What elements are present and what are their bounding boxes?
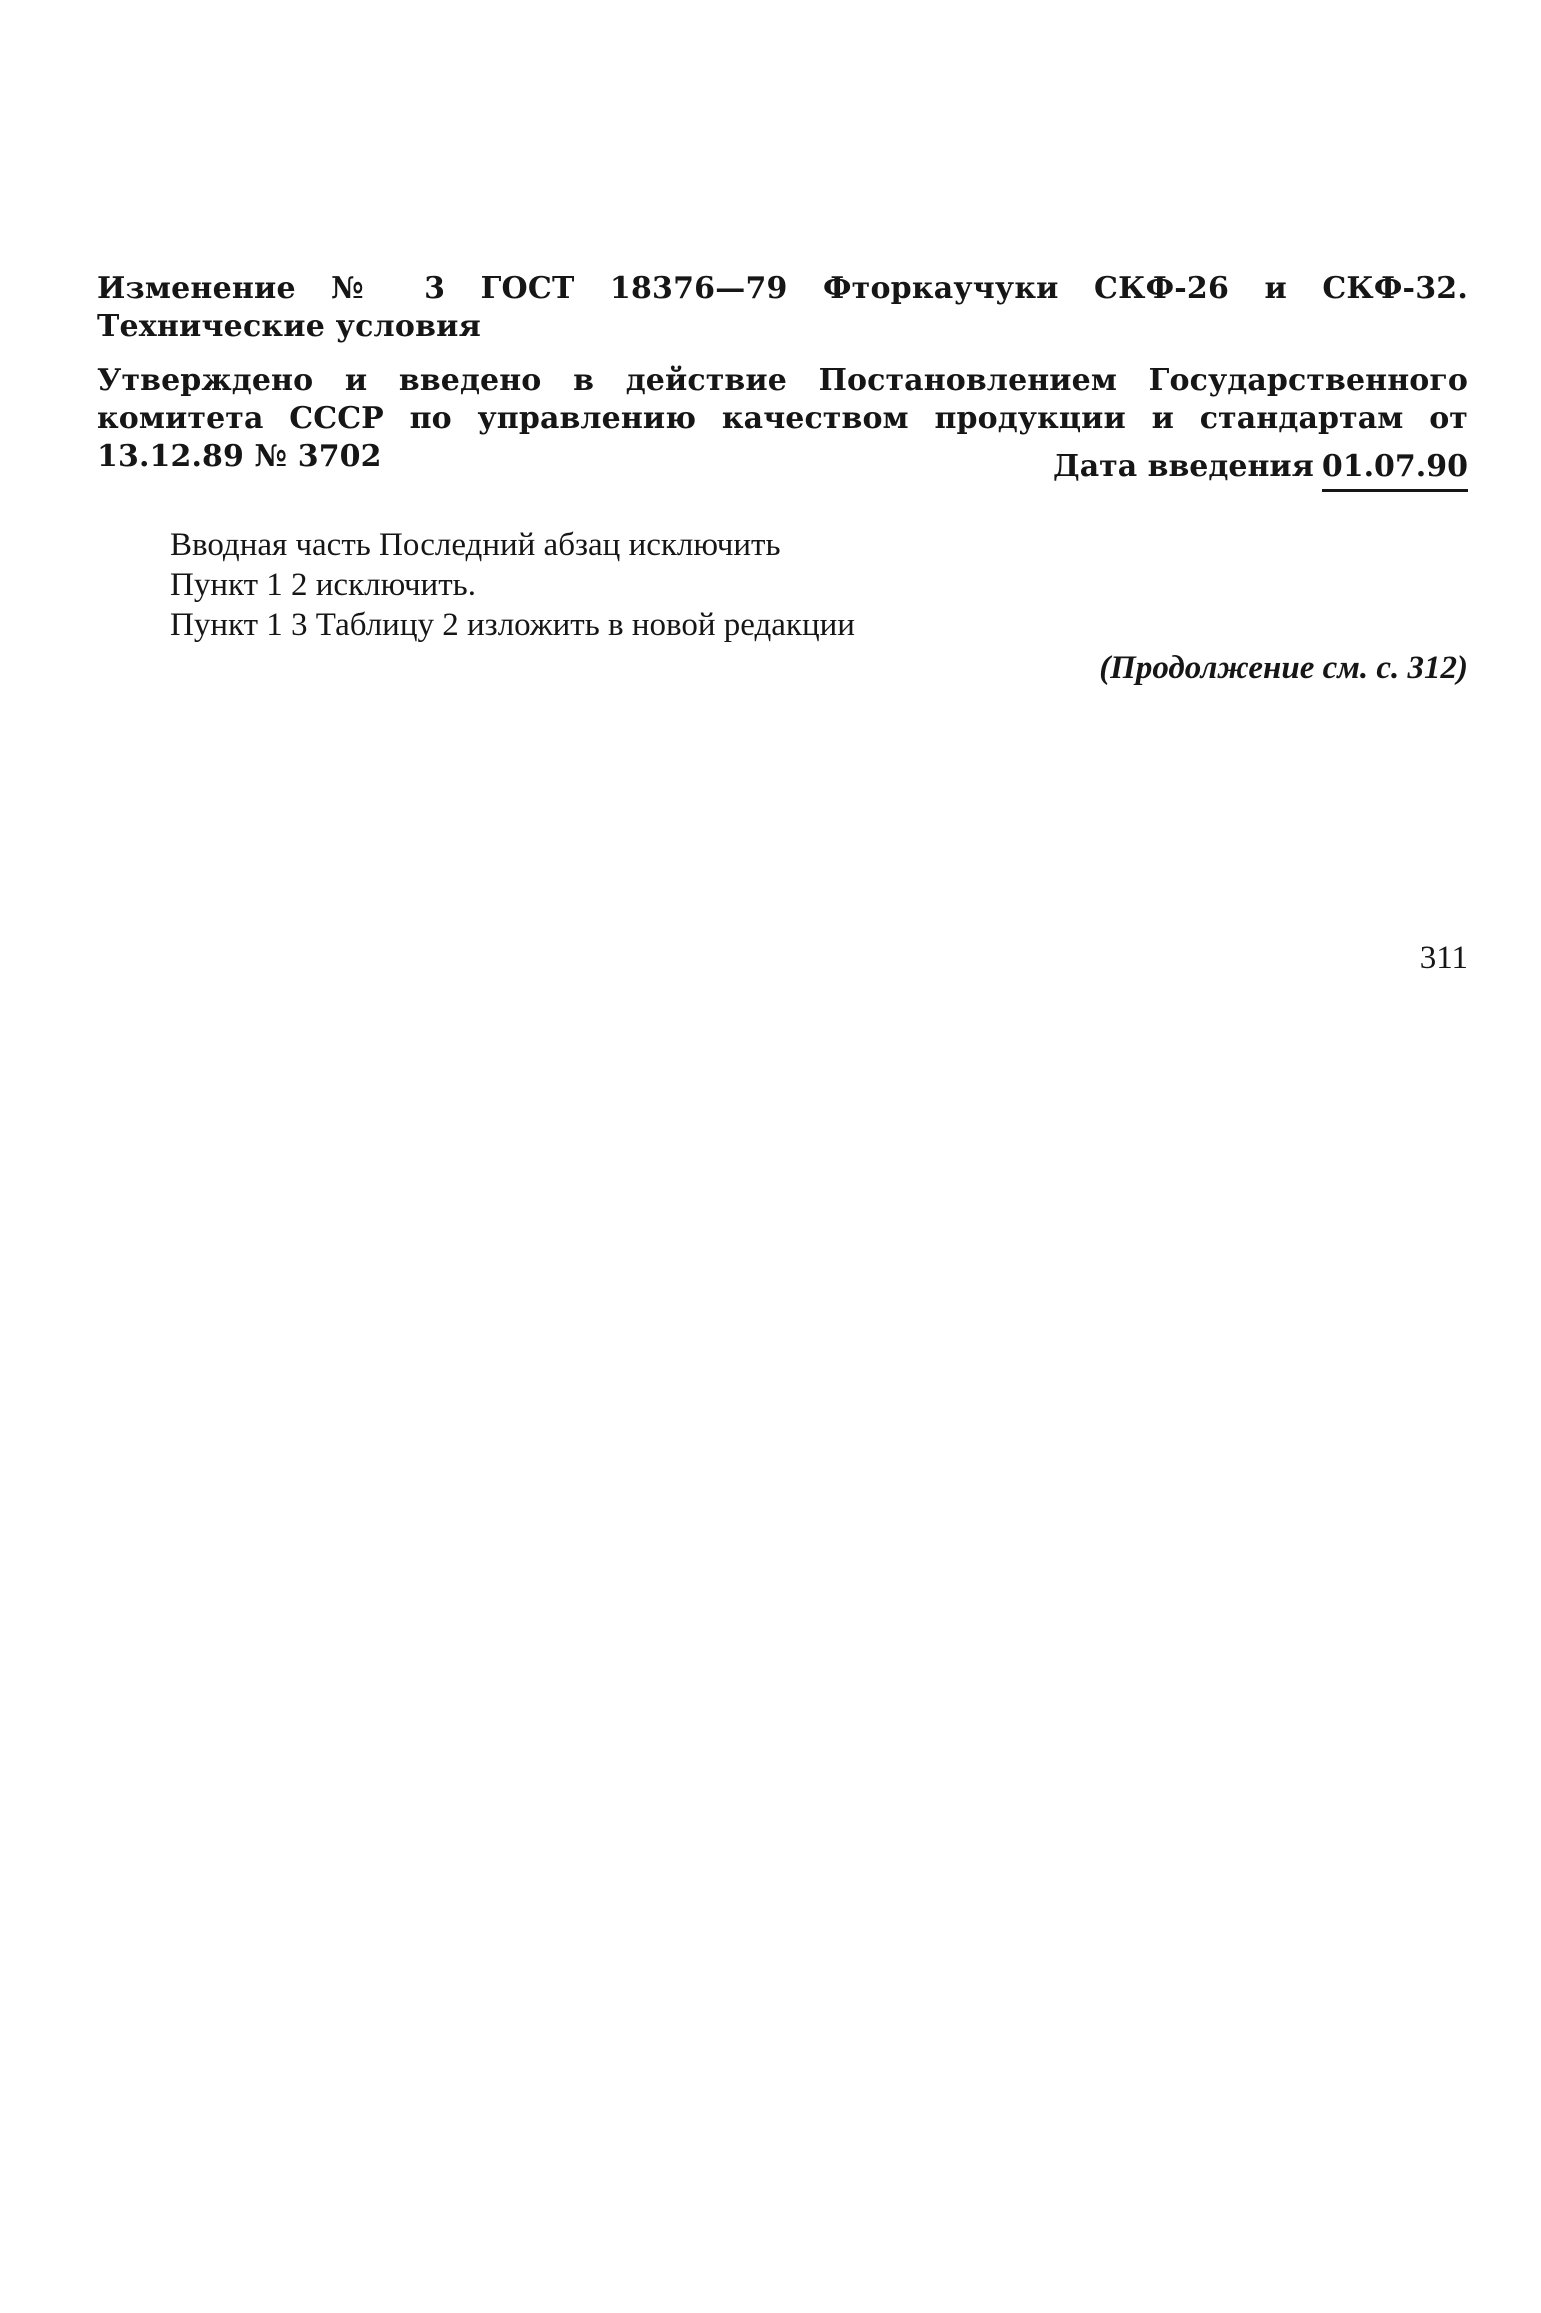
approval-statement: Утверждено и введено в действие Постановлением Государственного комитета СССР по управлению качеством продукции и стандартам от 13.12.89 № 3702	[97, 363, 1468, 474]
amendment-list	[170, 525, 855, 645]
amendment-item: Пункт 1 2 исключить.	[170, 567, 476, 603]
document-title: Изменение № 3 ГОСТ 18376—79 Фторкаучуки СКФ-26 и СКФ-32. Технические условия	[97, 271, 1468, 344]
continuation-note: (Продолжение см. с. 312)	[1099, 650, 1468, 686]
page-number: 311	[1419, 940, 1468, 976]
intro-date-label: Дата введения	[1053, 449, 1314, 484]
intro-date-value: 01.07.90	[1322, 448, 1468, 492]
intro-date	[1053, 448, 1468, 492]
amendment-item: Пункт 1 3 Таблицу 2 изложить в новой редакции	[170, 607, 855, 643]
amendment-item: Вводная часть Последний абзац исключить	[170, 527, 781, 563]
